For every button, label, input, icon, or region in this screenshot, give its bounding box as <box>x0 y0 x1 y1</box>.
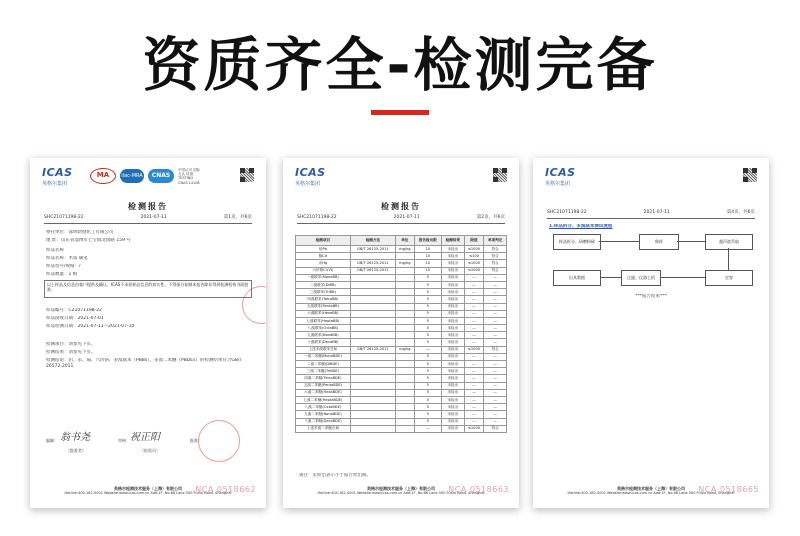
table-cell: 5 <box>414 368 441 375</box>
table-cell <box>350 317 395 324</box>
table-header: 限值 <box>464 236 484 246</box>
table-cell: — <box>464 353 484 360</box>
table-cell: ≤1000 <box>464 260 484 267</box>
table-row <box>296 317 507 324</box>
table-cell: — <box>464 396 484 403</box>
table-cell: — <box>464 281 484 288</box>
table-cell: 六价铬Cr(VI) <box>296 267 351 274</box>
table-cell: ≤1000 <box>464 246 484 253</box>
table-cell: — <box>484 368 507 375</box>
table-cell <box>395 339 414 346</box>
table-cell <box>395 404 414 411</box>
table-cell <box>395 310 414 317</box>
sig-caption: （批准者） <box>66 448 86 453</box>
footer-contact: Hotline:400-182-0001 Website:www.icas.com.cn Add:1F, No.66 Lane 500 Fuhui Road, Shanghai <box>317 491 485 496</box>
table-cell: — <box>484 353 507 360</box>
flow-step: 定容 <box>705 270 753 286</box>
table-cell: 符合 <box>484 267 507 274</box>
table-row <box>296 339 507 346</box>
footer-company: 英格尔检测技术服务（上海）有限公司 <box>367 485 435 491</box>
flow-step: 样品拆分、研磨粉碎 <box>553 234 601 250</box>
report-date: 2021-07-11 <box>140 215 167 220</box>
certification-marks <box>90 168 202 185</box>
cnas-mark: CNAS <box>148 169 174 183</box>
table-cell: — <box>464 389 484 396</box>
table-row <box>296 382 507 389</box>
table-cell <box>350 418 395 425</box>
table-cell: 未检出 <box>441 332 464 339</box>
field-row: 样品数量：1 根 <box>46 272 78 277</box>
table-cell: 未检出 <box>441 346 464 353</box>
table-cell: mg/kg <box>395 346 414 353</box>
table-cell <box>395 368 414 375</box>
table-cell: 符合 <box>484 246 507 253</box>
table-cell: — <box>484 396 507 403</box>
table-note: 备注：未检出表示小于报告检出限。 <box>299 473 371 478</box>
table-cell: 5 <box>414 411 441 418</box>
table-cell: — <box>484 296 507 303</box>
flow-step: 称样 <box>639 234 679 250</box>
table-cell: 上述多溴二苯醚总和 <box>296 425 351 432</box>
table-cell: 二溴二苯醚(DiBDE) <box>296 361 351 368</box>
table-row <box>296 425 507 432</box>
table-cell <box>350 353 395 360</box>
page-number: 第4页，共6页 <box>726 210 755 215</box>
table-row <box>296 411 507 418</box>
flow-arrow <box>677 241 705 242</box>
table-row <box>296 303 507 310</box>
table-cell <box>395 361 414 368</box>
table-cell: 5 <box>414 375 441 382</box>
table-cell: — <box>414 346 441 353</box>
logo-sub: 英格尔集团 <box>545 180 571 187</box>
divider <box>44 223 252 224</box>
date-row: 样品接收日期：2021-07-01 <box>46 316 104 321</box>
table-cell <box>350 303 395 310</box>
table-row <box>296 246 507 253</box>
table-cell: 5 <box>414 418 441 425</box>
flow-title: 1.样品拆分、多溴联苯测试流程 <box>549 224 613 229</box>
table-header: 检测结果 <box>441 236 464 246</box>
icas-logo <box>42 166 73 188</box>
table-cell: ≤1000 <box>464 425 484 432</box>
report-date: 2021-07-11 <box>393 215 420 220</box>
report-title: 检测报告 <box>381 202 421 211</box>
table-cell: — <box>484 281 507 288</box>
table-cell: 五溴二苯醚(PentaBDE) <box>296 382 351 389</box>
table-cell: 未检出 <box>441 418 464 425</box>
table-row <box>296 389 507 396</box>
table-cell: 未检出 <box>441 253 464 260</box>
logo-brand: ICAS <box>42 166 73 179</box>
table-cell: 未检出 <box>441 382 464 389</box>
results-table <box>295 235 507 433</box>
table-row <box>296 346 507 353</box>
table-cell: 10 <box>414 267 441 274</box>
table-cell: — <box>464 404 484 411</box>
table-cell: 未检出 <box>441 353 464 360</box>
date-row: 样品编号：C21071198-22 <box>46 308 102 313</box>
table-cell: ≤1000 <box>464 267 484 274</box>
sig-caption: （检验员） <box>140 448 160 453</box>
table-cell <box>395 375 414 382</box>
flow-arrow <box>659 277 705 278</box>
table-cell <box>395 396 414 403</box>
table-cell: 未检出 <box>441 246 464 253</box>
report-number: SHC21071198-22 <box>547 210 587 215</box>
table-cell: 镉Cd <box>296 253 351 260</box>
table-cell: — <box>464 382 484 389</box>
table-cell <box>395 382 414 389</box>
flow-arrow <box>728 248 729 270</box>
table-cell <box>395 296 414 303</box>
table-row <box>296 274 507 281</box>
logo-sub: 英格尔集团 <box>42 180 68 187</box>
table-cell <box>395 289 414 296</box>
table-cell: 未检出 <box>441 260 464 267</box>
report-meta <box>297 215 505 221</box>
flow-arrow <box>599 277 621 278</box>
table-header: 单项判定 <box>484 236 507 246</box>
table-cell: — <box>484 375 507 382</box>
footer-company: 英格尔检测技术服务（上海）有限公司 <box>114 485 182 491</box>
table-cell <box>350 389 395 396</box>
table-cell <box>395 317 414 324</box>
test-row: 检测项目：请参见下页。 <box>46 342 96 347</box>
table-cell: — <box>484 325 507 332</box>
qr-code-icon <box>493 168 507 182</box>
table-cell <box>350 274 395 281</box>
table-header: 报告检出限 <box>414 236 441 246</box>
table-cell <box>350 361 395 368</box>
table-cell: — <box>464 332 484 339</box>
notice-box: 以上样品及信息由客户提供及确认，ICAS不承担样品信息的真实性。不得部分复制本报告除非得到检测机构书面批准。 <box>44 280 252 298</box>
report-meta <box>44 215 252 221</box>
table-cell: — <box>484 411 507 418</box>
report-number: SHC21071198-22 <box>44 215 84 220</box>
table-cell: 一溴二苯醚(MonoBDE) <box>296 353 351 360</box>
table-cell <box>350 325 395 332</box>
table-cell <box>395 425 414 432</box>
flow-step: 过滤、仪器上机 <box>621 270 661 286</box>
table-row <box>296 404 507 411</box>
table-cell: 铅Pb <box>296 246 351 253</box>
table-cell: 5 <box>414 339 441 346</box>
divider <box>547 218 755 219</box>
table-cell: 未检出 <box>441 396 464 403</box>
table-cell: 六溴联苯(HexaBB) <box>296 310 351 317</box>
table-cell: 未检出 <box>441 317 464 324</box>
page-number: 第2页，共6页 <box>476 215 505 220</box>
table-cell: GB/T 26125-2011 <box>350 346 395 353</box>
cert-text: 中国认可 国际互认 检测 TESTING CNAS L4108 <box>178 168 201 185</box>
table-cell: 5 <box>414 281 441 288</box>
table-cell <box>395 253 414 260</box>
report-title: 检测报告 <box>128 202 168 211</box>
table-cell: — <box>464 418 484 425</box>
table-cell: 5 <box>414 303 441 310</box>
table-cell: 八溴二苯醚(OctaBDE) <box>296 404 351 411</box>
table-cell: 未检出 <box>441 325 464 332</box>
table-cell: ≤1000 <box>464 346 484 353</box>
table-cell: — <box>464 325 484 332</box>
table-cell: mg/kg <box>395 260 414 267</box>
table-cell: — <box>484 418 507 425</box>
table-row <box>296 361 507 368</box>
table-cell <box>350 368 395 375</box>
table-cell: — <box>414 425 441 432</box>
table-cell: 未检出 <box>441 361 464 368</box>
table-cell <box>395 267 414 274</box>
test-row: 检测结果：请参见下页。 <box>46 350 96 355</box>
table-row <box>296 418 507 425</box>
table-cell: 七溴二苯醚(HeptaBDE) <box>296 396 351 403</box>
table-cell <box>395 274 414 281</box>
table-cell: 二溴联苯(DiBB) <box>296 281 351 288</box>
report-page-2 <box>283 158 519 508</box>
table-cell <box>395 389 414 396</box>
signature-1: 翁书尧 <box>60 432 90 443</box>
table-cell: 八溴联苯(OctaBB) <box>296 325 351 332</box>
table-cell: — <box>484 317 507 324</box>
report-meta <box>547 210 755 216</box>
table-header: 单位 <box>395 236 414 246</box>
table-cell: GB/T 26125-2011 <box>350 267 395 274</box>
nca-number: NCA 0518663 <box>448 485 509 495</box>
table-cell: 未检出 <box>441 404 464 411</box>
table-cell: GB/T 26125-2011 <box>350 246 395 253</box>
table-row <box>296 353 507 360</box>
table-cell: 六溴二苯醚(HexaBDE) <box>296 389 351 396</box>
table-cell: 十溴联苯(DecaBB) <box>296 339 351 346</box>
logo-brand: ICAS <box>295 166 326 179</box>
table-cell: — <box>464 274 484 281</box>
sig-label: 编制： <box>46 438 58 443</box>
table-cell <box>395 325 414 332</box>
table-row <box>296 325 507 332</box>
table-cell: mg/kg <box>395 246 414 253</box>
table-cell: 5 <box>414 353 441 360</box>
table-cell: — <box>464 310 484 317</box>
signature-2: 祝正阳 <box>130 432 160 443</box>
table-cell <box>350 339 395 346</box>
table-cell: — <box>464 296 484 303</box>
table-cell: 上述多溴联苯总和 <box>296 346 351 353</box>
table-row <box>296 296 507 303</box>
table-cell: 九溴联苯(NonaBB) <box>296 332 351 339</box>
flow-arrow <box>599 241 639 242</box>
table-cell: 三溴二苯醚(TriBDE) <box>296 368 351 375</box>
table-row <box>296 281 507 288</box>
logo-sub: 英格尔集团 <box>295 180 321 187</box>
report-page-1 <box>30 158 266 508</box>
table-cell <box>395 303 414 310</box>
table-cell: 5 <box>414 296 441 303</box>
table-cell: 十溴二苯醚(DecaBDE) <box>296 418 351 425</box>
company-stamp <box>198 420 240 462</box>
table-cell: 未检出 <box>441 368 464 375</box>
divider <box>297 223 505 224</box>
report-number: SHC21071198-22 <box>297 215 337 220</box>
page-headline: 资质齐全-检测完备 <box>142 31 658 99</box>
table-cell <box>350 289 395 296</box>
table-cell: 未检出 <box>441 303 464 310</box>
table-cell: — <box>484 332 507 339</box>
table-cell <box>350 425 395 432</box>
flow-step: 出具数据 <box>553 270 601 286</box>
nca-number: NCA 0518665 <box>698 485 759 495</box>
logo-brand: ICAS <box>545 166 576 179</box>
table-cell: — <box>484 404 507 411</box>
table-cell <box>350 281 395 288</box>
table-cell: 未检出 <box>441 296 464 303</box>
footer-contact: Hotline:400-182-0001 Website:www.icas.com.cn Add:1F, No.66 Lane 500 Fuhui Road, Shanghai <box>64 491 232 496</box>
table-cell: — <box>464 317 484 324</box>
table-cell: 未检出 <box>441 411 464 418</box>
table-cell: 汞Hg <box>296 260 351 267</box>
test-row: 检测结论：铅、汞、镉、六价铬、多溴联苯（PBBs）、多溴二苯醚（PBDEs）的检测结果符合GB/T 26572-2011 <box>46 358 243 370</box>
table-cell: 符合 <box>484 260 507 267</box>
table-row <box>296 253 507 260</box>
table-cell: 符合 <box>484 425 507 432</box>
ilac-mark: ilac-MRA <box>120 169 144 183</box>
table-cell: 5 <box>414 404 441 411</box>
table-cell: — <box>484 289 507 296</box>
table-cell <box>350 375 395 382</box>
table-cell: — <box>464 289 484 296</box>
table-cell: 四溴二苯醚(TetraBDE) <box>296 375 351 382</box>
report-page-4 <box>533 158 769 508</box>
table-cell: 5 <box>414 389 441 396</box>
table-cell: — <box>484 310 507 317</box>
table-cell <box>350 296 395 303</box>
table-row <box>296 267 507 274</box>
field-row: 样品名称 <box>46 248 64 253</box>
table-cell: 五溴联苯(PentaBB) <box>296 303 351 310</box>
table-cell: 一溴联苯(MonoBB) <box>296 274 351 281</box>
table-cell: ≤100 <box>464 253 484 260</box>
date-row: 样品检测日期：2021-07-11～2021-07-10 <box>46 324 135 329</box>
footer-contact: Hotline:400-182-0001 Website:www.icas.com.cn Add:1F, No.66 Lane 500 Fuhui Road, Shanghai <box>567 491 735 496</box>
table-cell: 未检出 <box>441 425 464 432</box>
table-row <box>296 368 507 375</box>
sig-label: 审核： <box>118 438 130 443</box>
table-cell: 未检出 <box>441 310 464 317</box>
table-cell: 四溴联苯(TetraBB) <box>296 296 351 303</box>
end-note: ***报告结束*** <box>635 294 667 299</box>
table-cell: — <box>464 375 484 382</box>
table-cell: — <box>464 303 484 310</box>
table-cell <box>350 396 395 403</box>
table-cell: — <box>484 274 507 281</box>
table-cell: 三溴联苯(TriBB) <box>296 289 351 296</box>
cma-mark: MA <box>90 168 116 184</box>
table-cell: 5 <box>414 310 441 317</box>
table-row <box>296 396 507 403</box>
table-cell: 符合 <box>484 346 507 353</box>
sig-label: 批准： <box>190 438 202 443</box>
table-row <box>296 310 507 317</box>
field-row: 样品型号/规格：/ <box>46 264 81 269</box>
table-cell: 5 <box>414 396 441 403</box>
table-cell: 九溴二苯醚(NonaBDE) <box>296 411 351 418</box>
table-cell: 10 <box>414 253 441 260</box>
table-cell: 未检出 <box>441 289 464 296</box>
table-row <box>296 260 507 267</box>
table-cell: 5 <box>414 332 441 339</box>
icas-logo <box>545 166 576 188</box>
table-cell: 5 <box>414 317 441 324</box>
table-cell <box>395 281 414 288</box>
headline-accent-bar <box>371 110 429 115</box>
table-cell: 未检出 <box>441 267 464 274</box>
table-cell: 5 <box>414 289 441 296</box>
icas-logo <box>295 166 326 188</box>
nca-number: NCA 0518662 <box>195 485 256 495</box>
table-cell: — <box>484 382 507 389</box>
table-cell <box>350 332 395 339</box>
footer-company: 英格尔检测技术服务（上海）有限公司 <box>617 485 685 491</box>
table-cell <box>350 253 395 260</box>
qr-code-icon <box>240 168 254 182</box>
table-cell <box>395 418 414 425</box>
field-row: 样品名称：木质 碳笔 <box>46 256 88 261</box>
table-cell: 5 <box>414 382 441 389</box>
field-row: 委托单位：深圳新德化工有限公司 <box>46 230 114 235</box>
table-cell <box>350 404 395 411</box>
table-cell: 10 <box>414 260 441 267</box>
table-cell <box>350 382 395 389</box>
table-row <box>296 375 507 382</box>
table-cell: — <box>464 368 484 375</box>
table-cell: 未检出 <box>441 375 464 382</box>
table-header: 检测项目 <box>296 236 351 246</box>
table-cell: — <box>484 303 507 310</box>
table-cell: — <box>464 411 484 418</box>
table-cell: — <box>484 389 507 396</box>
qr-code-icon <box>743 168 757 182</box>
table-cell <box>395 353 414 360</box>
table-cell: 符合 <box>484 253 507 260</box>
field-row: 地 址：山东省淄博市七宝镇北园路 159 号 <box>46 238 131 243</box>
table-cell: 未检出 <box>441 281 464 288</box>
table-cell: — <box>484 339 507 346</box>
table-header: 检测方法 <box>350 236 395 246</box>
table-row <box>296 332 507 339</box>
table-cell: 5 <box>414 274 441 281</box>
page-number: 第1页，共6页 <box>223 215 252 220</box>
table-cell: 七溴联苯(HeptaBB) <box>296 317 351 324</box>
table-cell: 5 <box>414 361 441 368</box>
table-cell: 未检出 <box>441 274 464 281</box>
table-cell <box>395 411 414 418</box>
table-cell: — <box>464 339 484 346</box>
table-cell: 5 <box>414 325 441 332</box>
table-cell <box>350 411 395 418</box>
table-cell: GB/T 26125-2011 <box>350 260 395 267</box>
table-cell: 未检出 <box>441 389 464 396</box>
table-row <box>296 289 507 296</box>
table-cell <box>350 310 395 317</box>
report-date: 2021-07-11 <box>643 210 670 215</box>
table-cell <box>395 332 414 339</box>
table-cell: 10 <box>414 246 441 253</box>
table-cell: — <box>464 361 484 368</box>
table-cell: 未检出 <box>441 339 464 346</box>
table-cell: — <box>484 361 507 368</box>
flow-step: 超声波萃取 <box>705 234 753 250</box>
